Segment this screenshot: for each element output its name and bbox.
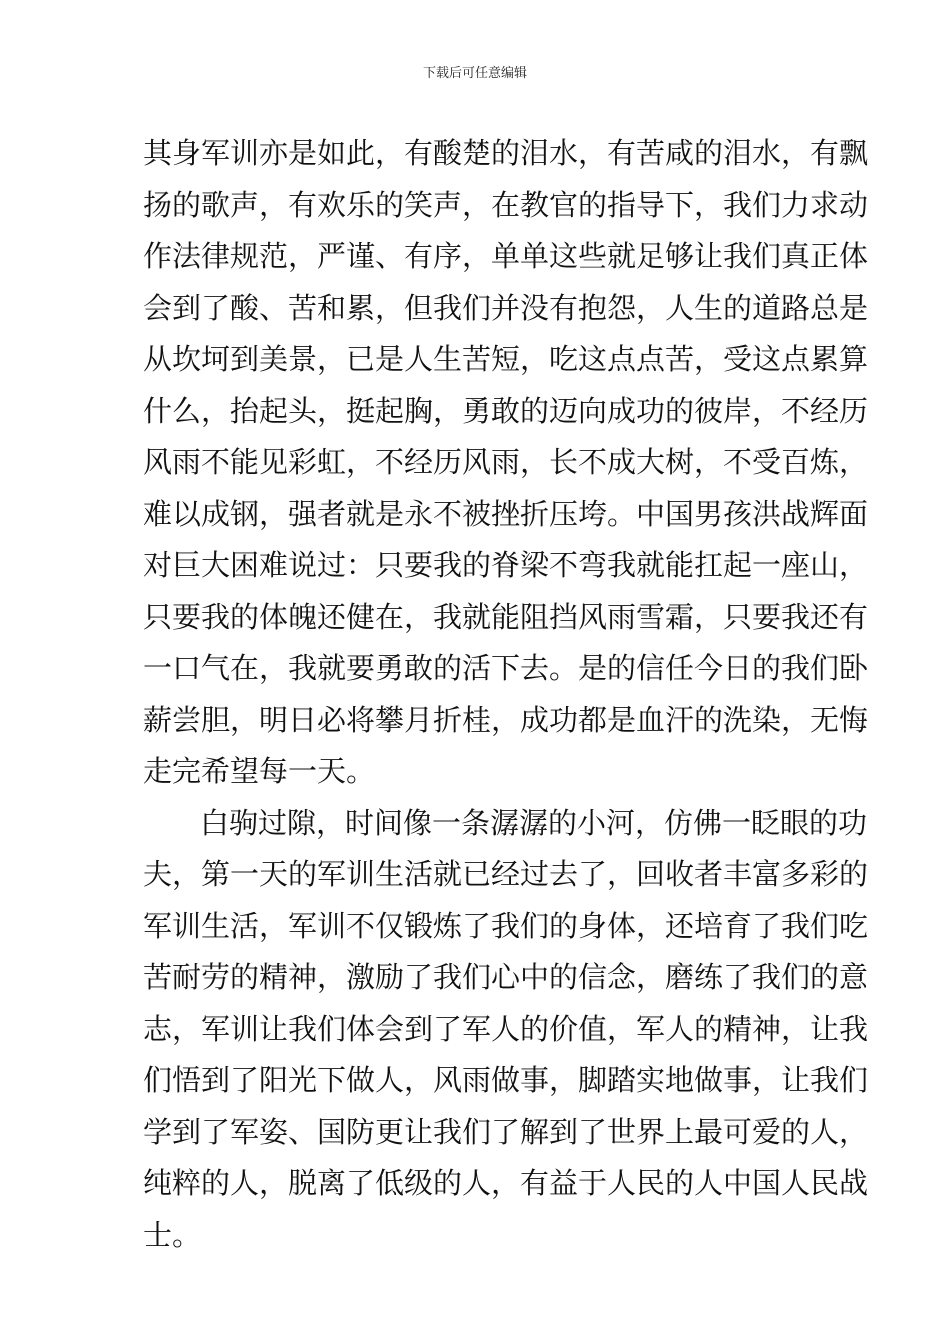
text-line: 什么，抬起头，挺起胸，勇敢的迈向成功的彼岸，不经历 (143, 393, 869, 428)
text-line: 从坎坷到美景，已是人生苦短，吃这点点苦，受这点累算 (143, 342, 869, 376)
text-line: 志，军训让我们体会到了军人的价值，军人的精神，让我 (143, 1011, 869, 1046)
text-line: 其身军训亦是如此，有酸楚的泪水，有苦咸的泪水，有飘 (143, 136, 869, 170)
text-line: 只要我的体魄还健在，我就能阻挡风雨雪霜，只要我还有 (143, 599, 869, 634)
text-line: 苦耐劳的精神，激励了我们心中的信念，磨练了我们的意 (143, 960, 869, 994)
text-line: 作法律规范，严谨、有序，单单这些就足够让我们真正体 (143, 239, 869, 273)
paragraph-1 (143, 128, 869, 798)
document-body (143, 128, 869, 1261)
text-line: 走完希望每一天。 (143, 754, 376, 788)
page-header: 下载后可任意编辑 (422, 66, 527, 81)
text-line-indented: 白驹过隙，时间像一条潺潺的小河，仿佛一眨眼的功 (200, 805, 868, 840)
text-line: 夫，第一天的军训生活就已经过去了，回收者丰富多彩的 (143, 857, 869, 891)
text-line: 扬的歌声，有欢乐的笑声，在教官的指导下，我们力求动 (143, 187, 869, 222)
text-line: 薪尝胆，明日必将攀月折桂，成功都是血汗的洗染，无悔 (143, 702, 869, 737)
paragraph-2 (143, 798, 869, 1262)
text-line: 一口气在，我就要勇敢的活下去。是的信任今日的我们卧 (143, 651, 869, 685)
text-line: 士。 (143, 1217, 202, 1252)
text-line: 风雨不能见彩虹，不经历风雨，长不成大树，不受百炼， (143, 445, 869, 479)
text-line: 军训生活，军训不仅锻炼了我们的身体，还培育了我们吃 (143, 908, 869, 943)
text-line: 学到了军姿、国防更让我们了解到了世界上最可爱的人， (143, 1114, 869, 1149)
text-line: 会到了酸、苦和累，但我们并没有抱怨，人生的道路总是 (143, 290, 869, 325)
text-line: 们悟到了阳光下做人，风雨做事，脚踏实地做事，让我们 (143, 1063, 869, 1097)
text-line: 纯粹的人，脱离了低级的人，有益于人民的人中国人民战 (143, 1166, 869, 1200)
text-line: 难以成钢，强者就是永不被挫折压垮。中国男孩洪战辉面 (143, 496, 869, 531)
text-line: 对巨大困难说过：只要我的脊梁不弯我就能扛起一座山， (143, 548, 869, 582)
